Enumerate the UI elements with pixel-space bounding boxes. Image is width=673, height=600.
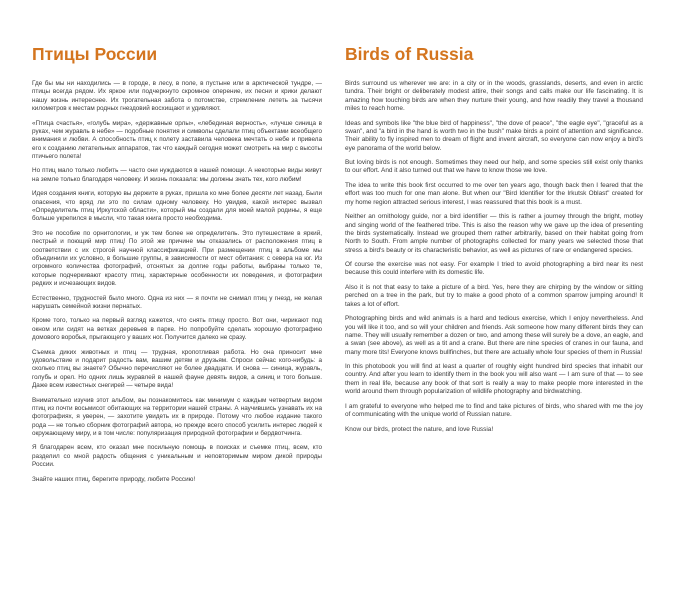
english-paragraph: Know our birds, protect the nature, and love Russia! <box>345 425 494 433</box>
english-paragraph: The idea to write this book first occurred to me over ten years ago, though back then I feared that the effort was too much for one man alone. But when our "Bird Identifier for the Irkutsk Oblast" created for my home region attracted serious interest, I was reassured that this book is a must. <box>345 182 643 206</box>
english-title: Birds of Russia <box>345 44 474 64</box>
russian-paragraph: Кроме того, только на первый взгляд кажется, что снять птицу просто. Вот они, чирикают под окном или сидят на ветках деревьев в парке. Но попробуйте сделать хорошую фотографию домового воробья, прыгающего у ваших ног. Получится далеко не сразу. <box>32 317 322 342</box>
english-paragraph: I am grateful to everyone who helped me to find and take pictures of birds, who shared with me the joy of communicating with the unique world of Russian nature. <box>345 402 643 419</box>
english-paragraph: In this photobook you will find at least a quarter of roughly eight hundred bird species that inhabit our country. And after you learn to identify them in the book you will also want — I am sure of that — to see them in real life, because any book of that sort is really a way to make people more interested in the world around them through popularization of wildlife photography and birdwatching. <box>345 363 643 396</box>
english-paragraph: But loving birds is not enough. Sometimes they need our help, and some species still exist only thanks to our effort. And it also turned out that we have to know those we love. <box>345 159 643 175</box>
russian-paragraph: Идея создания книги, которую вы держите в руках, пришла ко мне более десяти лет назад. Были опасения, что вряд ли это по силам одному человеку. Но увидев, какой интерес вызвал «Определитель птиц Иркутской области», который мы создали для моей малой родины, я еще больше укрепился в мысли, что такая книга просто необходима. <box>32 190 322 223</box>
russian-paragraph: «Птица счастья», «голубь мира», «державные орлы», «лебединая верность», «лучше синица в руках, чем журавль в небе» — подобные понятия и символы сделали птиц объектами всеобщего внимания и любви. А способность птиц к полету заставила человека мечтать о небе и привела его к созданию летательных аппаратов, так что каждый сегодня может смотреть на мир с высоты птичьего полета! <box>32 119 322 160</box>
russian-title: Птицы России <box>32 44 158 64</box>
english-paragraph: Photographing birds and wild animals is a hard and tedious exercise, which I enjoy nevertheless. And you will like it too, and so will your children and friends. Ask someone how many different birds they can name. They will usually remember a dozen or two, and among these will surely be a dove, an eagle, and a swan (see above), as well as a tit and a crane. But there are nine species of cranes in our fauna, and many more tits! Everyone knows bullfinches, but there are actually whole four species of them in Russia! <box>345 315 643 356</box>
english-body <box>345 80 643 440</box>
russian-paragraph: Знайте наших птиц, берегите природу, любите Россию! <box>32 475 196 483</box>
russian-paragraph: Но птиц мало только любить — часто они нуждаются в нашей помощи. А некоторые виды живут на земле только благодаря человеку. И жизнь показала: мы должны знать тех, кого любим! <box>32 167 322 183</box>
english-paragraph: Birds surround us wherever we are: in a city or in the woods, grasslands, deserts, and even in arctic tundra. Their bright or deliberately modest attire, their songs and calls make our life fascinating. It is amazing how touching birds are when they nurture their young, and how readily they travel a thousand miles to reach home. <box>345 80 643 113</box>
english-paragraph: Ideas and symbols like "the blue bird of happiness", "the dove of peace", "the eagle eye", "graceful as a swan", and "a bird in the hand is worth two in the bush" make birds a point of attention and significance. Their ability to fly inspired men to dream of flight and invent aircraft, so everyone can now enjoy a bird's eye panorama of the world below. <box>345 119 643 152</box>
russian-paragraph: Съемка диких животных и птиц — трудная, кропотливая работа. Но она приносит мне удовольствие и подарит радость вам, вашим детям и друзьям. Спроси сейчас кого-нибудь: а сколько птиц вы знаете? Обычно перечисляют не более двадцати. И снова — синица, журавль, голубь и орел. Но одних лишь журавлей в нашей фауне девять видов, а синиц и того больше. Даже всем известных снегирей — четыре вида! <box>32 348 322 389</box>
russian-paragraph: Это не пособие по орнитологии, и уж тем более не определитель. Это путешествие в яркий, пестрый и поющий мир птиц! По этой же причине мы отказались от расположения птиц в соответствии с их строгой научной классификацией. При размещении птиц в альбоме мы объединили их условно, в большие группы, в зависимости от мест обитания: с севера на юг. Из огромного количества фотографий, отснятых за долгие годы работы, выбраны только те, которые подчеркивают красоту птиц, характерные особенности их поведения, и фотографии редких и исчезающих видов. <box>32 229 322 287</box>
russian-paragraph: Где бы мы ни находились — в городе, в лесу, в поле, в пустыне или в арктической тундре, — птицы всегда рядом. Их яркое или подчеркнуто скромное оперение, их песни и крики делают нашу жизнь интереснее. Их трогательная забота о потомстве, стремление лететь за тысячи километров к местам родных гнездовий восхищают и удивляют. <box>32 80 322 113</box>
russian-body <box>32 80 322 490</box>
russian-paragraph: Я благодарен всем, кто оказал мне посильную помощь в поисках и съемке птиц, всем, кто разделил со мной радость общения с уникальным и неповторимым миром дикой природы России. <box>32 444 322 469</box>
english-paragraph: Of course the exercise was not easy. For example I tried to avoid photographing a bird near its nest because this could interfere with its domestic life. <box>345 261 643 277</box>
russian-paragraph: Внимательно изучив этот альбом, вы познакомитесь как минимум с каждым четвертым видом птиц из почти восьмисот обитающих на территории нашей страны. А научившись узнавать их на фотографиях, я уверен, — захотите увидеть их в природе. Потому что любое издание такого рода — не только сборник фотографий автора, но прежде всего способ усилить интерес людей к окружающему миру, и в том числе: популяризация природной фотографии и бердвотчинга. <box>32 396 322 437</box>
russian-paragraph: Естественно, трудностей было много. Одна из них — я почти не снимал птиц у гнезд, не желая нарушать семейной жизни пернатых. <box>32 294 322 310</box>
english-paragraph: Also it is not that easy to take a picture of a bird. Yes, here they are chirping by the window or sitting perched on a tree in the park, but try to make a good photo of a common sparrow jumping around! It takes a lot of effort. <box>345 284 643 308</box>
english-paragraph: Neither an ornithology guide, nor a bird identifier — this is rather a journey through the bright, motley and singing world of the feathered tribe. This is also the reason why we gave up the idea of presenting the birds systematically. Instead we grouped them rather arbitrarily, based on their habitat going from North to South. From ample number of photographs collected for many years we selected those that stress a bird's beauty or its characteristic behavior, as well as pictures of rare or endangered species. <box>345 213 643 254</box>
